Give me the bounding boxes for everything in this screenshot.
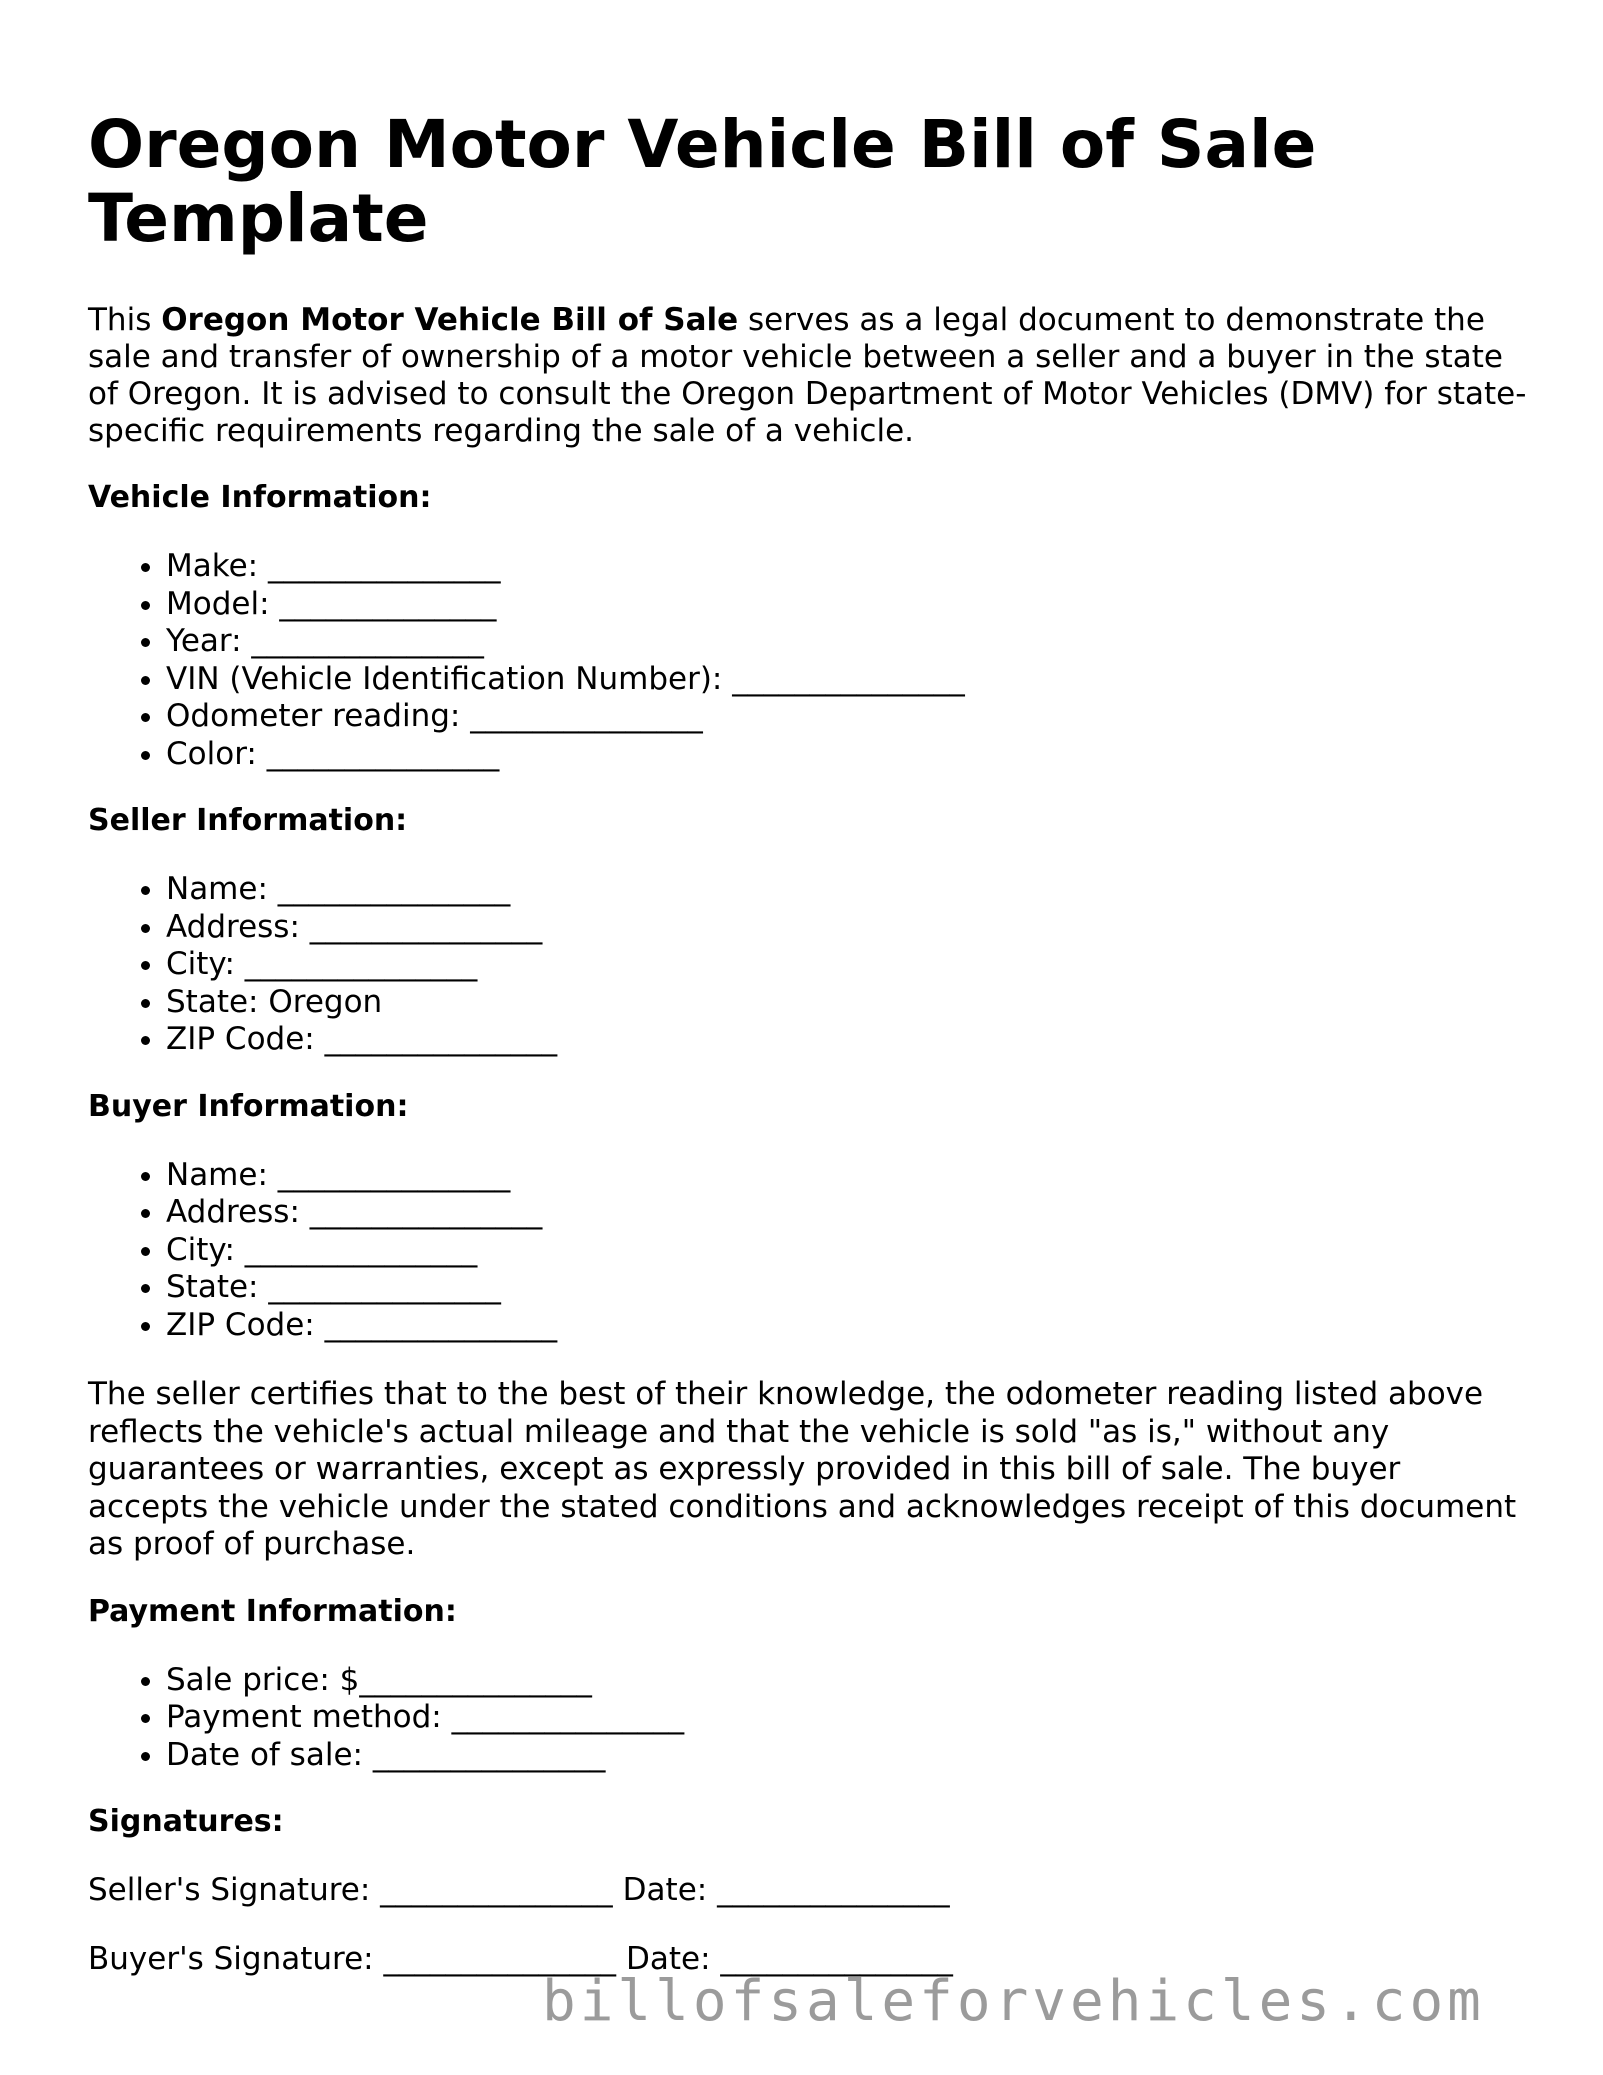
watermark-text: billofsaleforvehicles.com — [542, 1969, 1485, 2034]
seller-state-item: • State: Oregon — [166, 984, 1528, 1022]
intro-prefix: This — [88, 302, 162, 338]
vehicle-info-list — [88, 548, 1528, 773]
payment-method-item: • Payment method: _______________ — [166, 1699, 1528, 1737]
vehicle-year-item: • Year: _______________ — [166, 623, 1528, 661]
certification-paragraph: The seller certifies that to the best of their knowledge, the odometer reading listed above reflects the vehicle's actual mileage and that the vehicle is sold "as is," without any guarantees or warranties, except as expressly provided in this bill of sale. The buyer accepts the vehicle under the stated conditions and acknowledges receipt of this document as proof of purchase. — [88, 1376, 1517, 1562]
buyer-city-item: • City: _______________ — [166, 1232, 1528, 1270]
sale-price-item: • Sale price: $_______________ — [166, 1662, 1528, 1700]
vehicle-odometer-item: • Odometer reading: _______________ — [166, 698, 1528, 736]
document-page — [88, 108, 1528, 1978]
vehicle-make-item: • Make: _______________ — [166, 548, 1528, 586]
seller-address-item: • Address: _______________ — [166, 909, 1528, 947]
seller-info-list — [88, 871, 1528, 1059]
buyer-address-item: • Address: _______________ — [166, 1194, 1528, 1232]
payment-info-list — [88, 1662, 1528, 1775]
buyer-zip-item: • ZIP Code: _______________ — [166, 1307, 1528, 1345]
buyer-signature-label: Buyer's Signature: _______________ — [88, 1941, 616, 1977]
seller-signature-label: Seller's Signature: _______________ — [88, 1872, 613, 1908]
date-of-sale-item: • Date of sale: _______________ — [166, 1737, 1528, 1775]
buyer-name-item: • Name: _______________ — [166, 1157, 1528, 1195]
intro-paragraph — [88, 302, 1528, 450]
payment-info-heading: Payment Information: — [88, 1593, 457, 1629]
vehicle-vin-item: • VIN (Vehicle Identification Number): _______________ — [166, 661, 1528, 699]
seller-signature-line — [88, 1872, 1528, 1909]
signatures-heading: Signatures: — [88, 1804, 284, 1839]
buyer-info-list — [88, 1157, 1528, 1345]
buyer-info-heading: Buyer Information: — [88, 1088, 409, 1124]
document-title: Oregon Motor Vehicle Bill of Sale Template — [88, 106, 1317, 257]
buyer-state-item: • State: _______________ — [166, 1269, 1528, 1307]
seller-city-item: • City: _______________ — [166, 946, 1528, 984]
intro-suffix: serves as a legal document to demonstrate the sale and transfer of ownership of a motor vehicle between a seller and a buyer in the state of Oregon. It is advised to consult the Oregon Department of Motor Vehicles (DMV) for state-specific requirements regarding the sale of a vehicle. — [88, 302, 1527, 449]
vehicle-color-item: • Color: _______________ — [166, 736, 1528, 774]
vehicle-model-item: • Model: ______________ — [166, 586, 1528, 624]
seller-signature-date: Date: _______________ — [622, 1872, 950, 1908]
seller-name-item: • Name: _______________ — [166, 871, 1528, 909]
seller-zip-item: • ZIP Code: _______________ — [166, 1021, 1528, 1059]
buyer-signature-date: Date: _______________ — [625, 1941, 953, 1977]
seller-info-heading: Seller Information: — [88, 803, 408, 838]
vehicle-info-heading: Vehicle Information: — [88, 480, 432, 515]
intro-bold-title: Oregon Motor Vehicle Bill of Sale — [161, 302, 739, 338]
